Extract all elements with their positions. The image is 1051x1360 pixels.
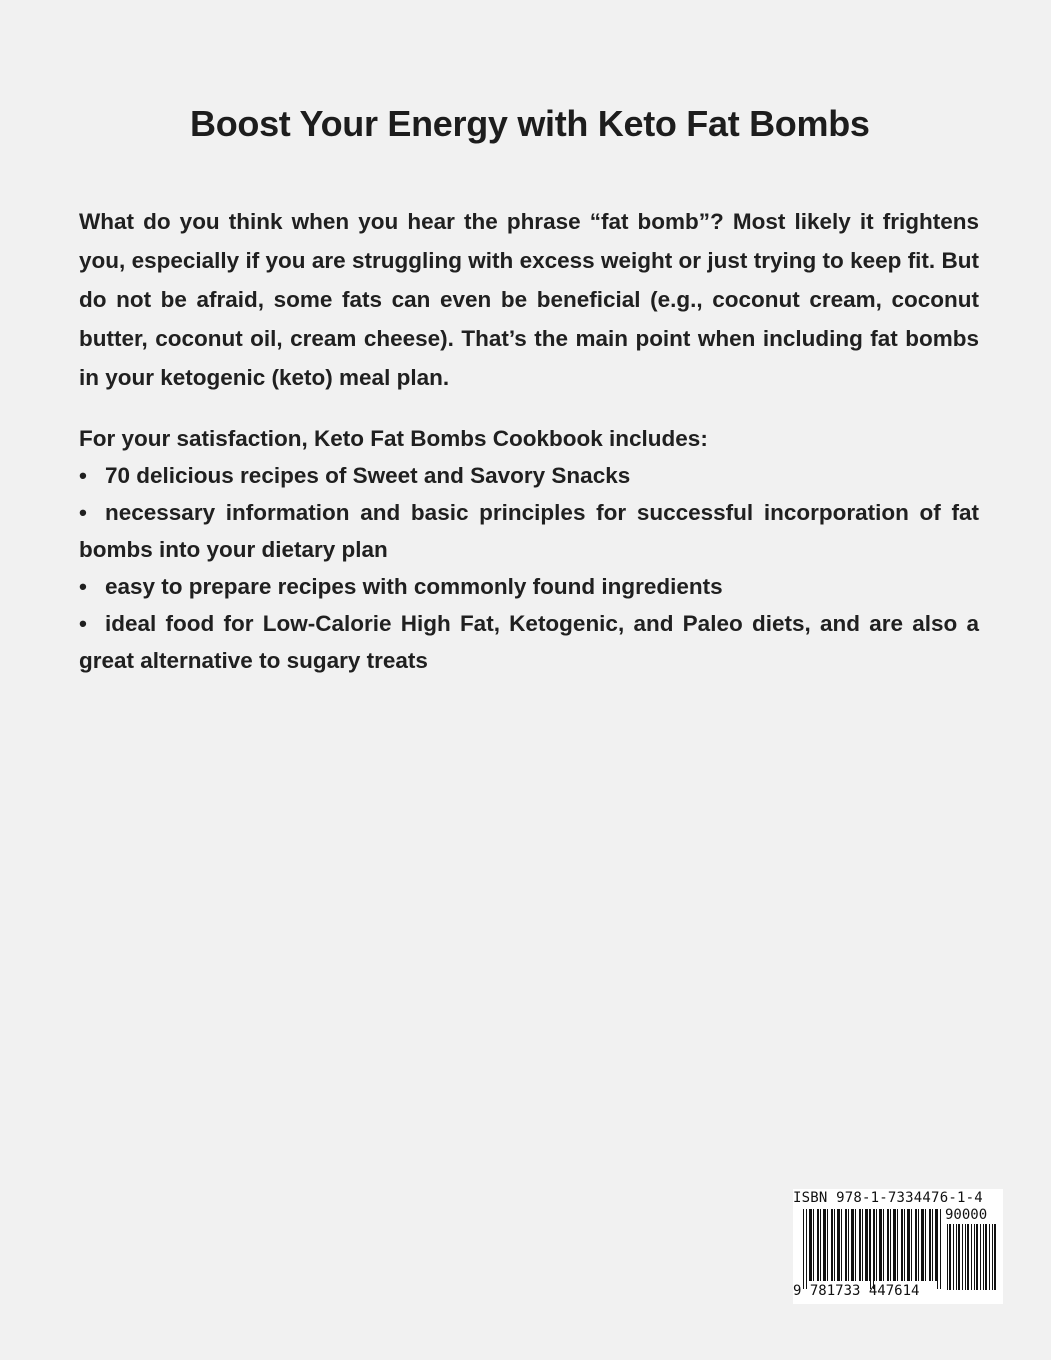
feature-text: 70 delicious recipes of Sweet and Savory Snacks [105,463,631,488]
isbn-barcode [793,1189,1003,1304]
feature-item [79,494,979,568]
page-title: Boost Your Energy with Keto Fat Bombs [190,103,870,144]
bullet-icon: • [79,611,87,636]
feature-text: easy to prepare recipes with commonly found ingredients [105,574,723,599]
barcode-guard-right [937,1209,941,1289]
feature-item [79,605,979,679]
feature-text: necessary information and basic principles for successful incorporation of fat bombs into your dietary plan [79,500,979,562]
bullet-icon: • [79,500,87,525]
barcode-addon-bars [947,1224,997,1290]
bullet-icon: • [79,463,87,488]
feature-item [79,457,979,494]
feature-list [79,457,979,679]
ean-digits: 9 781733 447614 [793,1283,920,1299]
features-heading: For your satisfaction, Keto Fat Bombs Cookbook includes: [79,426,708,451]
barcode-guard-middle [870,1209,874,1289]
intro-paragraph: What do you think when you hear the phrase “fat bomb”? Most likely it frightens you, especially if you are struggling with excess weight or just trying to keep fit. But do not be afraid, some fats can even be beneficial (e.g., coconut cream, coconut butter, coconut oil, cream cheese). That’s the main point when including fat bombs in your ketogenic (keto) meal plan. [79,209,979,390]
features-section [79,420,979,679]
isbn-number: ISBN 978-1-7334476-1-4 [793,1190,983,1206]
feature-text: ideal food for Low-Calorie High Fat, Ketogenic, and Paleo diets, and are also a great alternative to sugary treats [79,611,979,673]
feature-item [79,568,979,605]
price-code: 90000 [945,1207,988,1223]
bullet-icon: • [79,574,87,599]
barcode-guard-left [803,1209,807,1289]
